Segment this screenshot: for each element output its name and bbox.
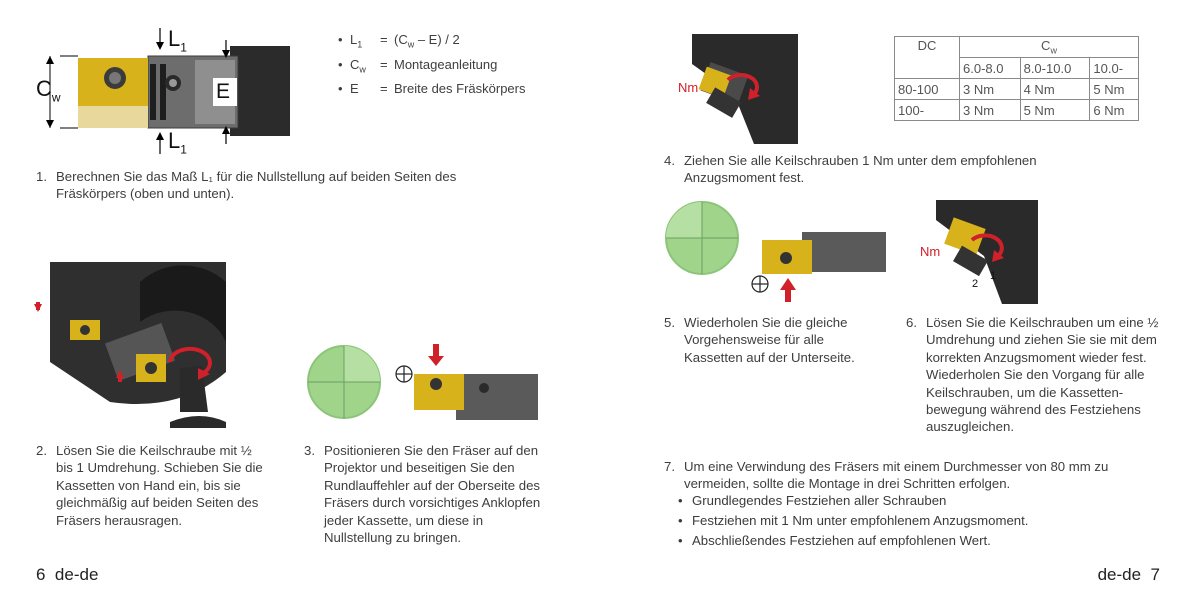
definition-e: • E = Breite des Fräskörpers [338, 81, 526, 97]
step-number: 4. [664, 153, 675, 168]
cassette-dimension-diagram [30, 28, 300, 160]
step-3 [304, 442, 550, 546]
nm-label-2: Nm [920, 244, 941, 259]
nm-label: Nm [678, 80, 699, 95]
cw-header: $C_w$ [960, 37, 1139, 58]
label-cw: $C_w$ [36, 76, 61, 105]
step-number: 2. [36, 443, 47, 458]
projector-lens-image [306, 344, 546, 424]
definition-l1: • $L_1$ = $(C_w - E) / 2$ [338, 32, 460, 50]
page-number-right: de-de 7 [1097, 565, 1160, 584]
label-e: E [216, 80, 231, 103]
range-cell: 10.0- [1090, 58, 1139, 79]
table-row: 80-100 3 Nm 4 Nm 5 Nm [895, 79, 1139, 100]
step-number: 3. [304, 443, 315, 458]
step-text: Positionieren Sie den Fräser auf den Projektor und beseitigen Sie den Rundlauffehler auf der Oberseite des Fräsers durch vorsichtiges Anklopfen jeder Kassette, um diese in Nullstellung zu bringen. [324, 443, 541, 546]
step-number: 5. [664, 315, 675, 330]
step-4 [664, 152, 1084, 187]
label-l1-bottom: $L_1$ [168, 128, 187, 157]
list-item: • Festziehen mit 1 Nm unter empfohlenem Anzugsmoment. [678, 513, 1029, 528]
cutter-body-photo [30, 262, 226, 428]
step-6 [906, 314, 1164, 436]
step-text: Ziehen Sie alle Keilschrauben 1 Nm unter dem empfohlenen Anzugsmoment fest. [684, 153, 1037, 186]
step-7 [664, 458, 1134, 493]
dc-header: DC [895, 37, 960, 79]
turn-label-2: 2 [972, 278, 979, 290]
list-item: • Abschließendes Festziehen auf empfohlenen Wert. [678, 533, 991, 548]
step-number: 6. [906, 315, 917, 330]
step-text: Lösen Sie die Keilschrauben um eine ½ Umdrehung und ziehen Sie sie mit dem korrekten Anzugsmoment wieder fest. Wiederholen Sie den Vorgang für alle Keilschrauben, um die Kassetten-bewegung während des Festziehens auszugleichen. [926, 315, 1159, 435]
list-item: • Grundlegendes Festziehen aller Schrauben [678, 493, 947, 508]
turn-label-1: 1 [990, 270, 997, 282]
step-1 [36, 168, 476, 203]
range-cell: 8.0-10.0 [1020, 58, 1090, 79]
projector-lens-underside-image [662, 200, 890, 306]
table-row: 100- 3 Nm 5 Nm 6 Nm [895, 100, 1139, 121]
step-5 [664, 314, 864, 366]
step-text: Um eine Verwindung des Fräsers mit einem Durchmesser von 80 mm zu vermeiden, sollte die Montage in drei Schritten erfolgen. [684, 459, 1109, 492]
label-l1-top: $L_1$ [168, 26, 187, 55]
definition-cw: • $C_w$ = Montageanleitung [338, 56, 498, 75]
step-text: Wiederholen Sie die gleiche Vorgehensweise für alle Kassetten auf der Unterseite. [684, 315, 855, 365]
step-2 [36, 442, 268, 529]
definitions-list [338, 30, 568, 98]
page-number-left: 6 de-de [36, 565, 99, 584]
step-number: 1. [36, 169, 47, 184]
step-7-bullets [678, 491, 1098, 551]
step-number: 7. [664, 459, 675, 474]
range-cell: 6.0-8.0 [960, 58, 1021, 79]
step-text: Berechnen Sie das Maß L₁ für die Nullstellung auf beiden Seiten des Fräskörpers (oben und unten). [56, 169, 457, 202]
torque-table [894, 36, 1139, 121]
step-text: Lösen Sie die Keilschraube mit ½ bis 1 Umdrehung. Schieben Sie die Kassetten von Hand ein, bis sie gleichmäßig auf beiden Seiten des Fräsers herausragen. [56, 443, 263, 528]
